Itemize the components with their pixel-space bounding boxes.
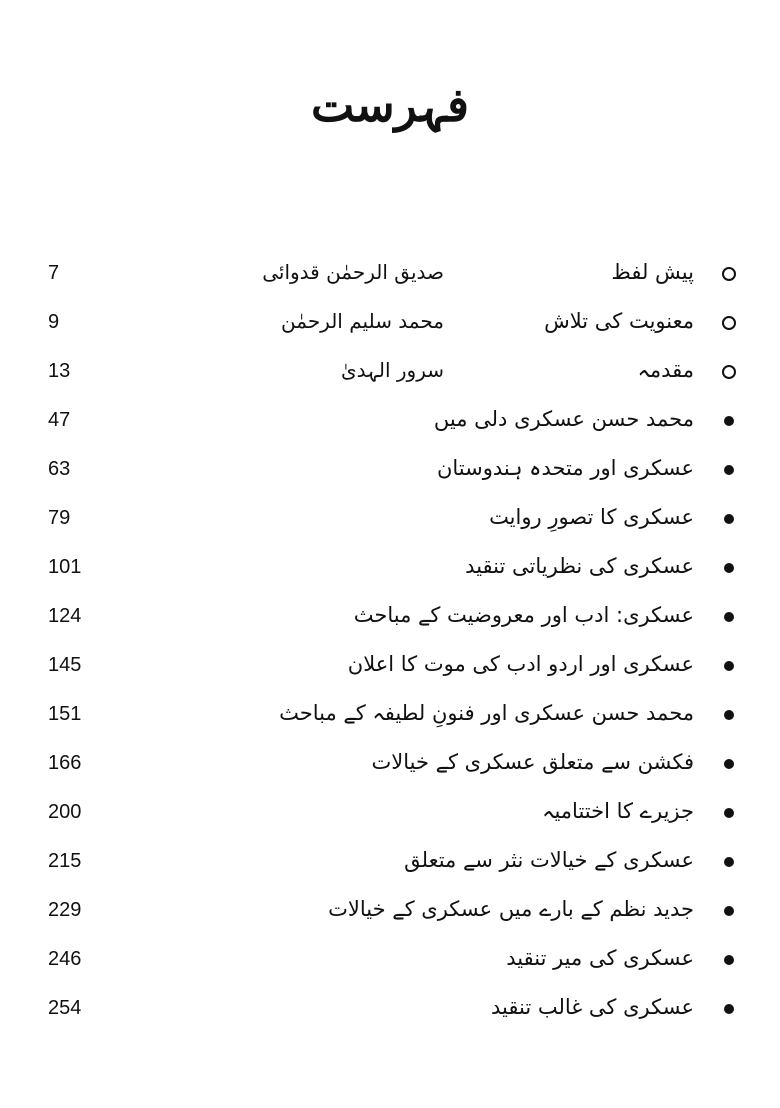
entry-page-number: 79 — [48, 507, 71, 529]
entry-page-number: 145 — [48, 654, 82, 676]
toc-entry — [0, 840, 780, 889]
toc-entry — [0, 693, 780, 742]
entry-title: محمد حسن عسکری اور فنونِ لطیفہ کے مباحث — [279, 701, 694, 725]
toc-entry — [0, 791, 780, 840]
dot-bullet-icon — [724, 955, 734, 965]
dot-bullet-icon — [724, 465, 734, 475]
entry-page-number: 13 — [48, 360, 71, 382]
entry-title: محمد حسن عسکری دلی میں — [433, 407, 694, 431]
entry-title: عسکری: ادب اور معروضیت کے مباحث — [353, 603, 694, 627]
dot-bullet-icon — [724, 416, 734, 426]
toc-entry — [0, 742, 780, 791]
entry-title: عسکری کی میر تنقید — [506, 946, 694, 970]
circle-bullet-icon — [722, 316, 736, 330]
entry-page-number: 9 — [48, 311, 60, 333]
dot-bullet-icon — [724, 710, 734, 720]
dot-bullet-icon — [724, 1004, 734, 1014]
circle-bullet-icon — [722, 365, 736, 379]
toc-entry — [0, 987, 780, 1036]
toc-entry — [0, 448, 780, 497]
toc-entry — [0, 546, 780, 595]
dot-bullet-icon — [724, 563, 734, 573]
entry-page-number: 124 — [48, 605, 82, 627]
entry-title: عسکری کی نظریاتی تنقید — [465, 554, 694, 578]
toc-entry — [0, 889, 780, 938]
entry-author: محمد سلیم الرحمٰن — [281, 309, 444, 333]
entry-title: معنویت کی تلاش — [544, 309, 694, 333]
entry-page-number: 151 — [48, 703, 82, 725]
entry-title: جزیرے کا اختتامیہ — [542, 799, 694, 823]
dot-bullet-icon — [724, 906, 734, 916]
page-title: فہرست — [310, 78, 470, 132]
dot-bullet-icon — [724, 514, 734, 524]
toc-entry — [0, 644, 780, 693]
table-of-contents — [0, 252, 780, 1062]
entry-title: فکشن سے متعلق عسکری کے خیالات — [371, 750, 694, 774]
entry-page-number: 63 — [48, 458, 71, 480]
dot-bullet-icon — [724, 808, 734, 818]
entry-page-number: 200 — [48, 801, 82, 823]
entry-author: صدیق الرحمٰن قدوائی — [262, 260, 444, 284]
circle-bullet-icon — [722, 267, 736, 281]
toc-entry — [0, 595, 780, 644]
toc-entry — [0, 938, 780, 987]
toc-entry — [0, 497, 780, 546]
entry-page-number: 7 — [48, 262, 60, 284]
dot-bullet-icon — [724, 857, 734, 867]
toc-entry — [0, 301, 780, 350]
toc-entry — [0, 399, 780, 448]
entry-page-number: 47 — [48, 409, 71, 431]
entry-page-number: 246 — [48, 948, 82, 970]
entry-author: سرور الہدیٰ — [341, 358, 444, 382]
dot-bullet-icon — [724, 612, 734, 622]
dot-bullet-icon — [724, 661, 734, 671]
entry-title: عسکری اور اردو ادب کی موت کا اعلان — [347, 652, 694, 676]
entry-title: مقدمہ — [637, 358, 694, 382]
entry-title: عسکری کی غالب تنقید — [491, 995, 694, 1019]
entry-page-number: 166 — [48, 752, 82, 774]
entry-title: عسکری کے خیالات نثر سے متعلق — [404, 848, 694, 872]
dot-bullet-icon — [724, 759, 734, 769]
entry-page-number: 254 — [48, 997, 82, 1019]
entry-page-number: 215 — [48, 850, 82, 872]
toc-entry — [0, 350, 780, 399]
entry-title: عسکری اور متحدہ ہندوستان — [436, 456, 694, 480]
entry-page-number: 229 — [48, 899, 82, 921]
toc-entry — [0, 252, 780, 301]
entry-title: پیش لفظ — [611, 260, 694, 284]
entry-page-number: 101 — [48, 556, 82, 578]
entry-title: جدید نظم کے بارے میں عسکری کے خیالات — [328, 897, 694, 921]
entry-title: عسکری کا تصورِ روایت — [489, 505, 694, 529]
